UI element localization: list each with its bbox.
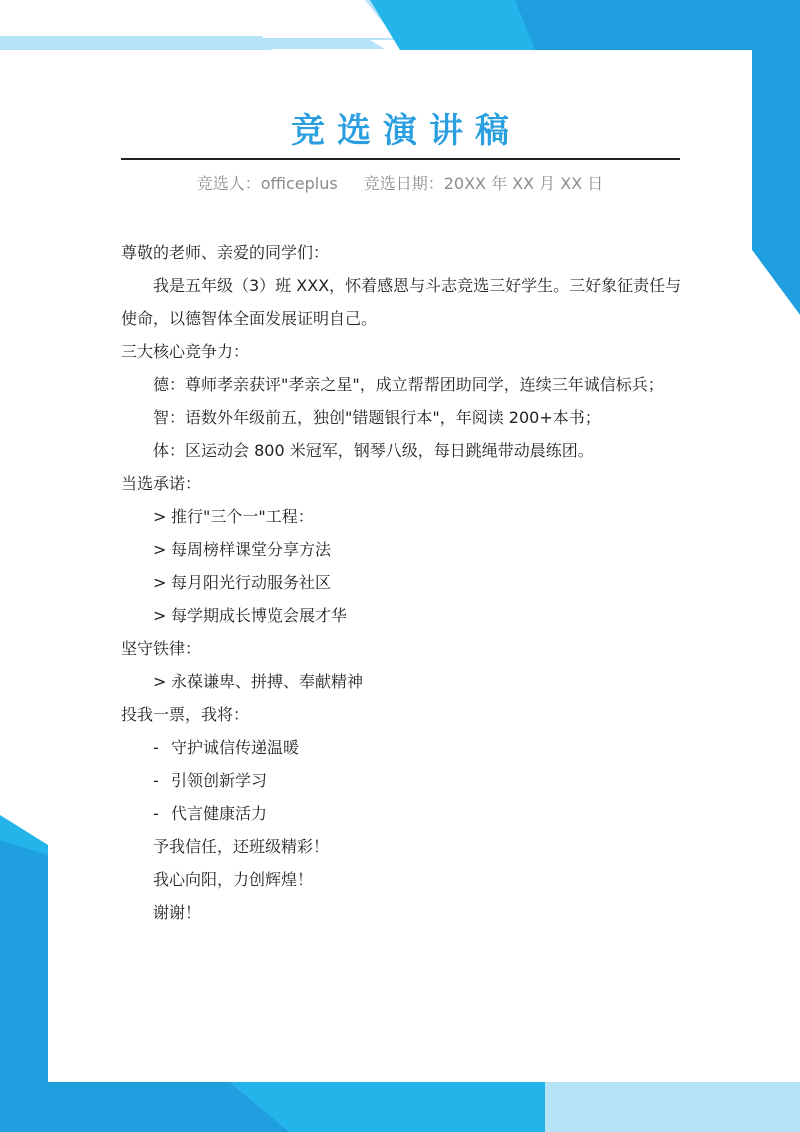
list-item xyxy=(121,566,691,599)
top-left-white xyxy=(0,0,395,38)
core-item-intellect: 智：语数外年级前五，独创"错题银行本"，年阅读 200+本书； xyxy=(153,408,601,427)
closing-thanks: 谢谢！ xyxy=(153,903,202,922)
list-marker: > xyxy=(153,573,167,592)
title-divider xyxy=(121,158,680,160)
bottom-right-light xyxy=(545,1082,800,1132)
list-item xyxy=(121,599,691,632)
intro-paragraph: 我是五年级（3）班 XXX，怀着感恩与斗志竞选三好学生。三好象征责任与使命，以德智体全面发展证明自己。 xyxy=(121,276,682,328)
list-item-text: 每月阳光行动服务社区 xyxy=(171,573,332,592)
list-item xyxy=(121,797,691,830)
top-deep-blue xyxy=(515,0,800,50)
list-item-text: 推行"三个一"工程： xyxy=(171,507,314,526)
top-light-wedge xyxy=(0,36,272,50)
list-item-text: 代言健康活力 xyxy=(171,804,268,823)
meta-line xyxy=(0,170,800,198)
top-mid-blue xyxy=(370,0,540,50)
list-item-text: 每学期成长博览会展才华 xyxy=(171,606,348,625)
speech-body xyxy=(121,236,691,929)
list-item xyxy=(121,731,691,764)
list-item-text: 守护诚信传递温暖 xyxy=(171,738,300,757)
right-light-band xyxy=(752,250,800,1132)
promise-heading: 当选承诺： xyxy=(121,474,202,493)
list-item xyxy=(121,764,691,797)
core-heading: 三大核心竞争力： xyxy=(121,342,250,361)
closing-line: 我心向阳，力创辉煌！ xyxy=(153,870,314,889)
list-marker: - xyxy=(153,804,159,823)
discipline-heading: 坚守铁律： xyxy=(121,639,202,658)
closing-line: 予我信任，还班级精彩！ xyxy=(153,837,330,856)
left-deep-band xyxy=(0,840,48,1082)
core-item-physical: 体：区运动会 800 米冠军，钢琴八级，每日跳绳带动晨练团。 xyxy=(153,441,594,460)
list-item xyxy=(121,533,691,566)
list-marker: - xyxy=(153,738,159,757)
list-marker: > xyxy=(153,606,167,625)
candidate-label: 竞选人：officeplus xyxy=(196,174,338,193)
list-item xyxy=(121,500,691,533)
list-marker: > xyxy=(153,507,167,526)
vote-heading: 投我一票，我将： xyxy=(121,705,250,724)
list-marker: - xyxy=(153,771,159,790)
date-label: 竞选日期：20XX 年 XX 月 XX 日 xyxy=(363,174,604,193)
document-title: 竞选演讲稿 xyxy=(291,111,521,151)
core-item-virtue: 德：尊师孝亲获评"孝亲之星"，成立帮帮团助同学，连续三年诚信标兵； xyxy=(153,375,664,394)
list-marker: > xyxy=(153,540,167,559)
list-item xyxy=(121,665,691,698)
greeting: 尊敬的老师、亲爱的同学们： xyxy=(121,243,330,262)
list-marker: > xyxy=(153,672,167,691)
list-item-text: 引领创新学习 xyxy=(171,771,268,790)
list-item-text: 永葆谦卑、拼搏、奉献精神 xyxy=(171,672,364,691)
list-item-text: 每周榜样课堂分享方法 xyxy=(171,540,332,559)
